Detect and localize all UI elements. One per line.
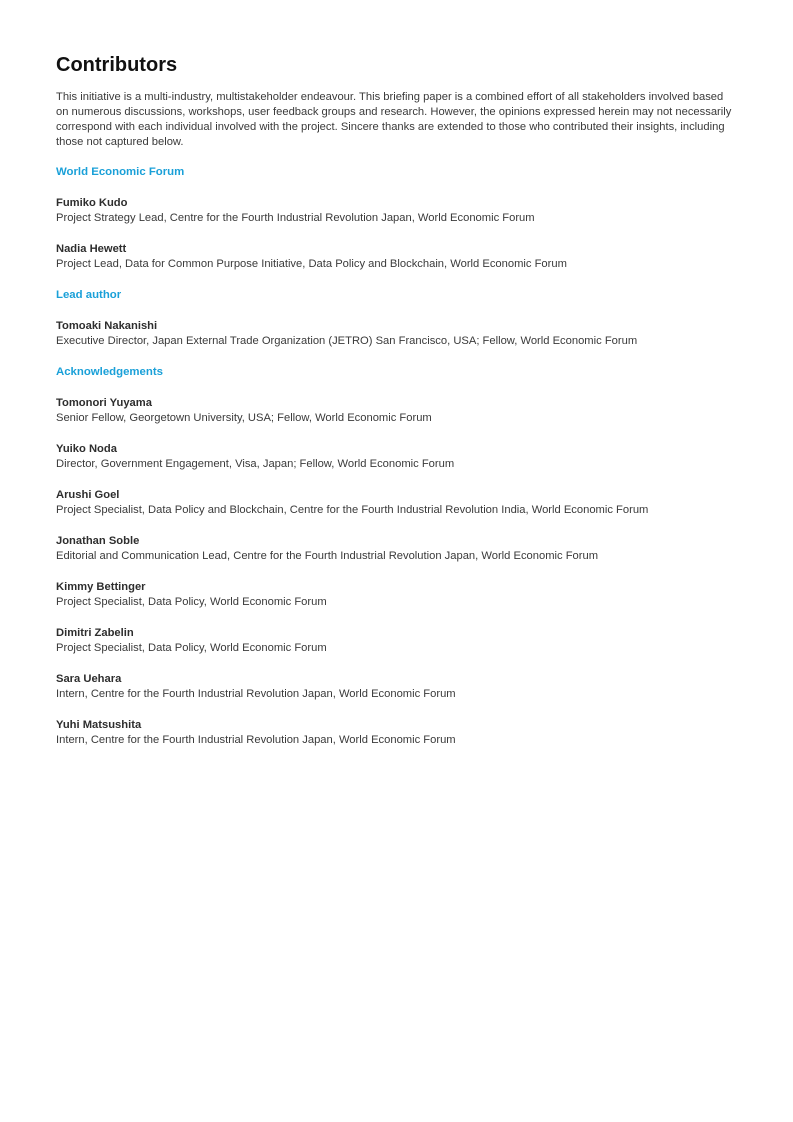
section-lead-author: [56, 288, 737, 349]
contributor-role: Project Specialist, Data Policy, World Economic Forum: [56, 596, 327, 608]
contributor-entry: [56, 396, 737, 426]
contributor-entry: [56, 196, 737, 226]
contributor-name: Arushi Goel: [56, 489, 120, 501]
contributor-role: Project Lead, Data for Common Purpose Initiative, Data Policy and Blockchain, World Economic Forum: [56, 258, 567, 270]
contributor-entry: [56, 580, 737, 610]
section-heading: World Economic Forum: [56, 166, 185, 178]
section-world-economic-forum: [56, 165, 737, 272]
page-title: Contributors: [56, 54, 178, 76]
contributor-role: Senior Fellow, Georgetown University, USA; Fellow, World Economic Forum: [56, 412, 432, 424]
contributor-entry: [56, 442, 737, 472]
contributor-role: Intern, Centre for the Fourth Industrial Revolution Japan, World Economic Forum: [56, 688, 456, 700]
contributor-name: Nadia Hewett: [56, 243, 127, 255]
contributor-role: Editorial and Communication Lead, Centre for the Fourth Industrial Revolution Japan, World Economic Forum: [56, 550, 599, 562]
contributor-name: Tomoaki Nakanishi: [56, 320, 158, 332]
contributor-name: Tomonori Yuyama: [56, 397, 152, 409]
contributor-entry: [56, 718, 737, 748]
contributor-role: Project Specialist, Data Policy, World Economic Forum: [56, 642, 327, 654]
contributor-name: Yuiko Noda: [56, 443, 117, 455]
contributor-name: Yuhi Matsushita: [56, 719, 142, 731]
contributor-entry: [56, 319, 737, 349]
contributor-role: Director, Government Engagement, Visa, Japan; Fellow, World Economic Forum: [56, 458, 455, 470]
contributor-entry: [56, 242, 737, 272]
section-heading: Acknowledgements: [56, 366, 163, 378]
contributor-entry: [56, 626, 737, 656]
contributor-role: Intern, Centre for the Fourth Industrial Revolution Japan, World Economic Forum: [56, 734, 456, 746]
contributor-name: Sara Uehara: [56, 673, 122, 685]
contributor-role: Executive Director, Japan External Trade Organization (JETRO) San Francisco, USA; Fellow, World Economic Forum: [56, 335, 638, 347]
section-acknowledgements: [56, 365, 737, 748]
contributor-name: Jonathan Soble: [56, 535, 140, 547]
contributor-entry: [56, 488, 737, 518]
contributor-role: Project Strategy Lead, Centre for the Fourth Industrial Revolution Japan, World Economic Forum: [56, 212, 535, 224]
section-heading: Lead author: [56, 289, 122, 301]
intro-paragraph: This initiative is a multi-industry, multistakeholder endeavour. This briefing paper is a combined effort of all stakeholders involved based on numerous discussions, workshops, user feedback groups and research. However, the opinions expressed herein may not necessarily correspond with each individual involved with the project. Sincere thanks are extended to those who contributed their insights, including those not captured below.: [56, 91, 732, 148]
contributor-entry: [56, 534, 737, 564]
contributor-name: Fumiko Kudo: [56, 197, 128, 209]
contributor-name: Kimmy Bettinger: [56, 581, 146, 593]
contributor-entry: [56, 672, 737, 702]
contributor-name: Dimitri Zabelin: [56, 627, 134, 639]
contributor-role: Project Specialist, Data Policy and Blockchain, Centre for the Fourth Industrial Revolution India, World Economic Forum: [56, 504, 649, 516]
